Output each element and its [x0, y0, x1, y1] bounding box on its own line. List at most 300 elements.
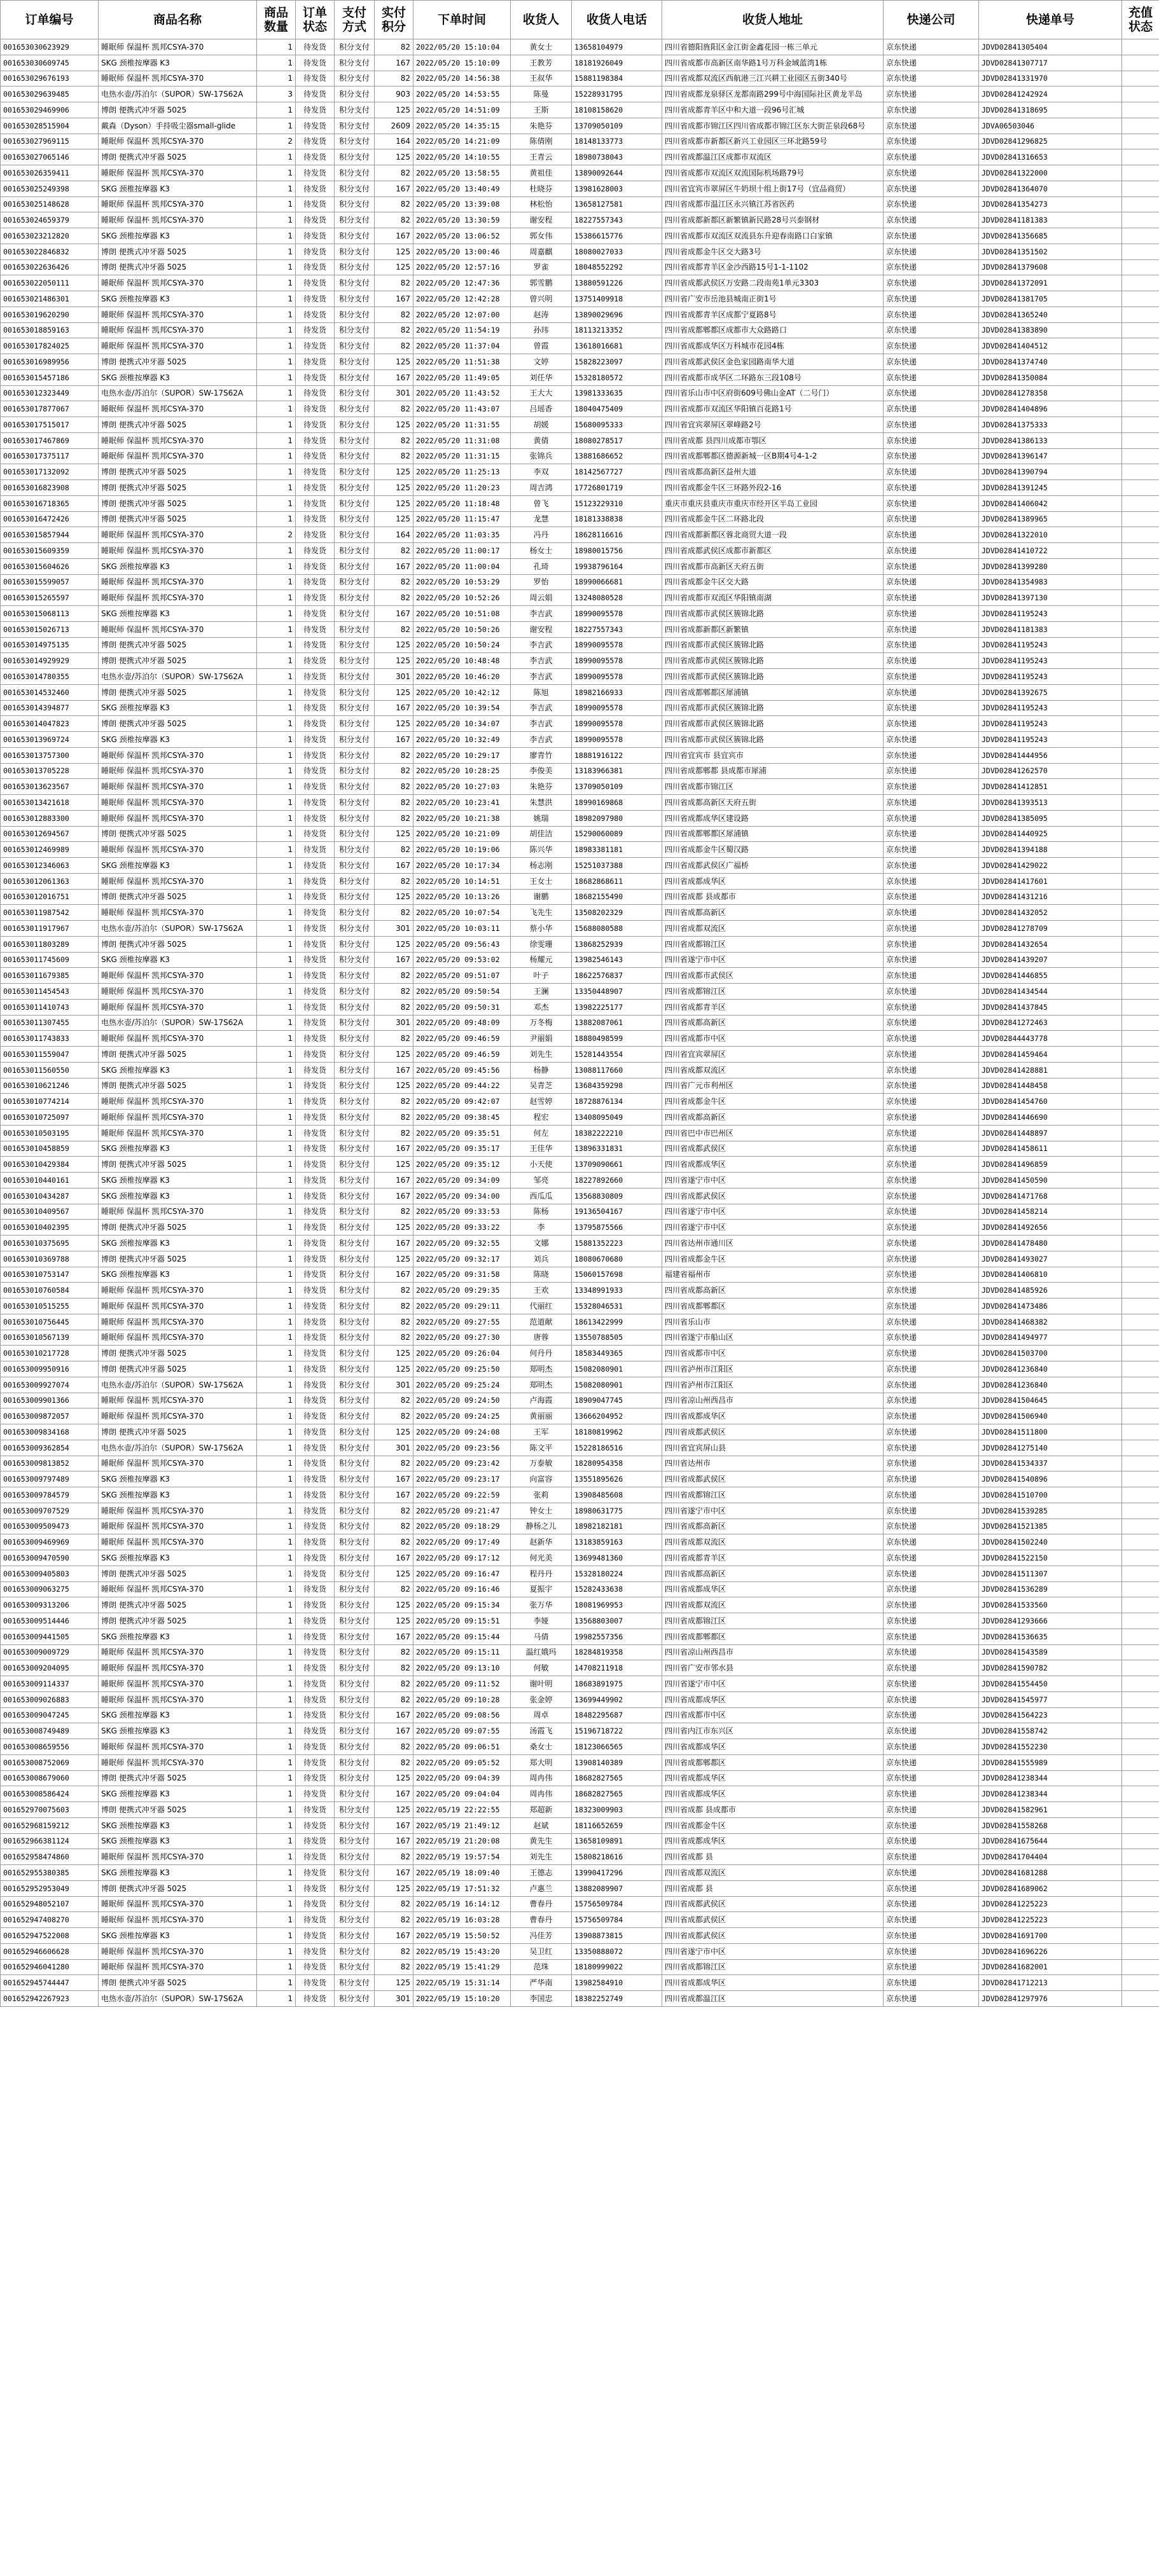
recipient-phone-cell[interactable]: 13684359298: [572, 1078, 662, 1094]
order-time-cell[interactable]: 2022/05/19 15:31:14: [413, 1975, 511, 1991]
column-header-recharge-status[interactable]: 充值状态: [1122, 1, 1159, 39]
quantity-cell[interactable]: 1: [257, 606, 296, 622]
payment-method-cell[interactable]: 积分支付: [335, 590, 375, 606]
quantity-cell[interactable]: 1: [257, 779, 296, 795]
order-status-cell[interactable]: 待发货: [296, 1802, 335, 1818]
recipient-cell[interactable]: 谢鹏: [511, 889, 572, 905]
tracking-number-cell[interactable]: JDVD02841272463: [979, 1015, 1122, 1031]
recipient-cell[interactable]: 刘先生: [511, 1047, 572, 1063]
tracking-number-cell[interactable]: JDVD02841468382: [979, 1314, 1122, 1330]
product-name-cell[interactable]: 戴森（Dyson）手持吸尘器small-glide: [99, 118, 257, 134]
recipient-phone-cell[interactable]: 18482295687: [572, 1707, 662, 1723]
order-status-cell[interactable]: 待发货: [296, 1975, 335, 1991]
order-id-cell[interactable]: 001652966381124: [1, 1833, 99, 1849]
tracking-number-cell[interactable]: JDVD02841473486: [979, 1298, 1122, 1314]
payment-method-cell[interactable]: 积分支付: [335, 1110, 375, 1126]
order-status-cell[interactable]: 待发货: [296, 763, 335, 779]
table-row[interactable]: [1, 1707, 1159, 1723]
quantity-cell[interactable]: 1: [257, 590, 296, 606]
tracking-number-cell[interactable]: JDVD02841511307: [979, 1566, 1122, 1581]
order-id-cell[interactable]: 001653009514446: [1, 1613, 99, 1629]
product-name-cell[interactable]: 睡眠师 保温杯 凯邦CSYA-370: [99, 873, 257, 889]
order-id-cell[interactable]: 001653010434287: [1, 1188, 99, 1204]
recharge-status-cell[interactable]: [1122, 574, 1159, 590]
payment-method-cell[interactable]: 积分支付: [335, 149, 375, 165]
tracking-number-cell[interactable]: JDVD02841448897: [979, 1125, 1122, 1141]
recharge-status-cell[interactable]: [1122, 149, 1159, 165]
recipient-cell[interactable]: 何左: [511, 1125, 572, 1141]
order-id-cell[interactable]: 001653009204095: [1, 1660, 99, 1676]
quantity-cell[interactable]: 1: [257, 511, 296, 527]
recipient-address-cell[interactable]: 四川省成都金牛区二环路北段: [662, 511, 884, 527]
recipient-cell[interactable]: 赵新华: [511, 1534, 572, 1550]
recipient-phone-cell[interactable]: 15123229310: [572, 495, 662, 511]
recipient-address-cell[interactable]: 四川省成都成华区: [662, 1409, 884, 1424]
courier-cell[interactable]: 京东快递: [884, 1880, 979, 1896]
order-time-cell[interactable]: 2022/05/20 09:06:51: [413, 1739, 511, 1755]
product-name-cell[interactable]: 电热水壶/苏泊尔（SUPOR）SW-17S62A: [99, 385, 257, 401]
order-id-cell[interactable]: 001653014780355: [1, 669, 99, 685]
payment-method-cell[interactable]: 积分支付: [335, 1314, 375, 1330]
courier-cell[interactable]: 京东快递: [884, 1581, 979, 1597]
order-status-cell[interactable]: 待发货: [296, 747, 335, 763]
payment-method-cell[interactable]: 积分支付: [335, 1094, 375, 1110]
product-name-cell[interactable]: SKG 颈椎按摩器 K3: [99, 1723, 257, 1739]
quantity-cell[interactable]: 1: [257, 39, 296, 55]
order-id-cell[interactable]: 001653010369788: [1, 1251, 99, 1267]
points-paid-cell[interactable]: 125: [375, 149, 413, 165]
points-paid-cell[interactable]: 82: [375, 621, 413, 637]
recipient-address-cell[interactable]: 四川省成都成华区: [662, 1975, 884, 1991]
order-id-cell[interactable]: 001653009009729: [1, 1644, 99, 1660]
recipient-cell[interactable]: 向富容: [511, 1471, 572, 1487]
product-name-cell[interactable]: 睡眠师 保温杯 凯邦CSYA-370: [99, 574, 257, 590]
quantity-cell[interactable]: 1: [257, 448, 296, 464]
tracking-number-cell[interactable]: JDVD02841305404: [979, 39, 1122, 55]
order-id-cell[interactable]: 001653015457186: [1, 369, 99, 385]
quantity-cell[interactable]: 1: [257, 732, 296, 748]
tracking-number-cell[interactable]: JDVD02841389965: [979, 511, 1122, 527]
courier-cell[interactable]: 京东快递: [884, 165, 979, 181]
order-status-cell[interactable]: 待发货: [296, 354, 335, 370]
order-id-cell[interactable]: 001653009901366: [1, 1393, 99, 1409]
order-status-cell[interactable]: 待发货: [296, 1534, 335, 1550]
quantity-cell[interactable]: 1: [257, 1157, 296, 1173]
order-status-cell[interactable]: 待发货: [296, 826, 335, 842]
recipient-cell[interactable]: 刘先生: [511, 1849, 572, 1865]
recharge-status-cell[interactable]: [1122, 1629, 1159, 1644]
points-paid-cell[interactable]: 82: [375, 212, 413, 228]
order-id-cell[interactable]: 001653016989956: [1, 354, 99, 370]
order-status-cell[interactable]: 待发货: [296, 732, 335, 748]
order-id-cell[interactable]: 001653012346063: [1, 858, 99, 874]
product-name-cell[interactable]: SKG 颈椎按摩器 K3: [99, 228, 257, 244]
order-status-cell[interactable]: 待发货: [296, 810, 335, 826]
order-time-cell[interactable]: 2022/05/20 09:23:56: [413, 1440, 511, 1456]
order-id-cell[interactable]: 001653011560550: [1, 1062, 99, 1078]
courier-cell[interactable]: 京东快递: [884, 763, 979, 779]
table-row[interactable]: [1, 1393, 1159, 1409]
recipient-address-cell[interactable]: 四川省成都武侯区: [662, 1912, 884, 1928]
product-name-cell[interactable]: 睡眠师 保温杯 凯邦CSYA-370: [99, 1691, 257, 1707]
table-row[interactable]: [1, 338, 1159, 354]
payment-method-cell[interactable]: 积分支付: [335, 543, 375, 559]
recipient-phone-cell[interactable]: 18080670680: [572, 1251, 662, 1267]
recipient-address-cell[interactable]: 四川省成都高新区: [662, 1519, 884, 1534]
order-status-cell[interactable]: 待发货: [296, 1141, 335, 1157]
order-time-cell[interactable]: 2022/05/20 09:24:08: [413, 1424, 511, 1440]
table-row[interactable]: [1, 448, 1159, 464]
order-time-cell[interactable]: 2022/05/20 10:19:06: [413, 842, 511, 858]
courier-cell[interactable]: 京东快递: [884, 1676, 979, 1692]
recipient-cell[interactable]: 罗雀: [511, 259, 572, 275]
tracking-number-cell[interactable]: JDVD02841682001: [979, 1959, 1122, 1975]
payment-method-cell[interactable]: 积分支付: [335, 369, 375, 385]
recipient-phone-cell[interactable]: 13350448907: [572, 984, 662, 1000]
quantity-cell[interactable]: 1: [257, 905, 296, 921]
quantity-cell[interactable]: 1: [257, 1346, 296, 1361]
courier-cell[interactable]: 京东快递: [884, 1283, 979, 1298]
courier-cell[interactable]: 京东快递: [884, 1204, 979, 1220]
order-id-cell[interactable]: 001653015068113: [1, 606, 99, 622]
points-paid-cell[interactable]: 301: [375, 385, 413, 401]
courier-cell[interactable]: 京东快递: [884, 1754, 979, 1770]
product-name-cell[interactable]: SKG 颈椎按摩器 K3: [99, 1141, 257, 1157]
order-id-cell[interactable]: 001653014975135: [1, 637, 99, 653]
recipient-phone-cell[interactable]: 18980631775: [572, 1503, 662, 1519]
quantity-cell[interactable]: 1: [257, 55, 296, 71]
quantity-cell[interactable]: 1: [257, 1471, 296, 1487]
payment-method-cell[interactable]: 积分支付: [335, 999, 375, 1015]
order-status-cell[interactable]: 待发货: [296, 1991, 335, 2007]
product-name-cell[interactable]: 睡眠师 保温杯 凯邦CSYA-370: [99, 1031, 257, 1047]
recipient-cell[interactable]: 冯丹: [511, 527, 572, 543]
payment-method-cell[interactable]: 积分支付: [335, 1754, 375, 1770]
table-row[interactable]: [1, 1754, 1159, 1770]
order-id-cell[interactable]: 001652955380385: [1, 1865, 99, 1881]
recharge-status-cell[interactable]: [1122, 984, 1159, 1000]
order-status-cell[interactable]: 待发货: [296, 716, 335, 732]
recharge-status-cell[interactable]: [1122, 527, 1159, 543]
payment-method-cell[interactable]: 积分支付: [335, 1125, 375, 1141]
recipient-cell[interactable]: 刘任华: [511, 369, 572, 385]
tracking-number-cell[interactable]: JDVD02841406042: [979, 495, 1122, 511]
recipient-phone-cell[interactable]: 18323009903: [572, 1802, 662, 1818]
recipient-phone-cell[interactable]: 13982546143: [572, 952, 662, 968]
order-time-cell[interactable]: 2022/05/20 10:07:54: [413, 905, 511, 921]
payment-method-cell[interactable]: 积分支付: [335, 322, 375, 338]
recipient-address-cell[interactable]: 四川省成都武侯区: [662, 1471, 884, 1487]
table-row[interactable]: [1, 275, 1159, 291]
order-id-cell[interactable]: 001652942267923: [1, 1991, 99, 2007]
product-name-cell[interactable]: 博朗 便携式冲牙器 5025: [99, 1078, 257, 1094]
recipient-cell[interactable]: 文婷: [511, 354, 572, 370]
quantity-cell[interactable]: 1: [257, 1173, 296, 1188]
payment-method-cell[interactable]: 积分支付: [335, 1550, 375, 1566]
recipient-address-cell[interactable]: 四川省广安市岳池县城南正街1号: [662, 291, 884, 307]
recipient-address-cell[interactable]: 四川省成都青羊区成都宁夏路8号: [662, 307, 884, 322]
column-header-points-paid[interactable]: 实付积分: [375, 1, 413, 39]
order-time-cell[interactable]: 2022/05/20 14:35:15: [413, 118, 511, 134]
recipient-address-cell[interactable]: 四川省成都双流区西航港三江兴耕工业园区五街340号: [662, 71, 884, 86]
courier-cell[interactable]: 京东快递: [884, 669, 979, 685]
order-time-cell[interactable]: 2022/05/20 12:07:00: [413, 307, 511, 322]
column-header-payment-method[interactable]: 支付方式: [335, 1, 375, 39]
recipient-phone-cell[interactable]: 18683891975: [572, 1676, 662, 1692]
product-name-cell[interactable]: 博朗 便携式冲牙器 5025: [99, 511, 257, 527]
quantity-cell[interactable]: 1: [257, 338, 296, 354]
order-time-cell[interactable]: 2022/05/20 11:37:04: [413, 338, 511, 354]
table-row[interactable]: [1, 228, 1159, 244]
recipient-phone-cell[interactable]: 15282433638: [572, 1581, 662, 1597]
payment-method-cell[interactable]: 积分支付: [335, 1770, 375, 1786]
column-header-recipient[interactable]: 收货人: [511, 1, 572, 39]
order-time-cell[interactable]: 2022/05/20 09:21:47: [413, 1503, 511, 1519]
order-id-cell[interactable]: 001653012469989: [1, 842, 99, 858]
tracking-number-cell[interactable]: JDVD02841383890: [979, 322, 1122, 338]
tracking-number-cell[interactable]: JDVD02841404896: [979, 401, 1122, 417]
recharge-status-cell[interactable]: [1122, 795, 1159, 811]
order-status-cell[interactable]: 待发货: [296, 196, 335, 212]
points-paid-cell[interactable]: 125: [375, 511, 413, 527]
order-id-cell[interactable]: 001653009872057: [1, 1409, 99, 1424]
recipient-cell[interactable]: 小天使: [511, 1157, 572, 1173]
recipient-phone-cell[interactable]: 13882089907: [572, 1880, 662, 1896]
recipient-cell[interactable]: 曾兴明: [511, 291, 572, 307]
courier-cell[interactable]: 京东快递: [884, 558, 979, 574]
recharge-status-cell[interactable]: [1122, 1912, 1159, 1928]
order-status-cell[interactable]: 待发货: [296, 1691, 335, 1707]
courier-cell[interactable]: 京东快递: [884, 1125, 979, 1141]
recharge-status-cell[interactable]: [1122, 1487, 1159, 1503]
tracking-number-cell[interactable]: JDVD02841385095: [979, 810, 1122, 826]
recipient-cell[interactable]: 龙慧: [511, 511, 572, 527]
recipient-address-cell[interactable]: 四川省成都锦江区: [662, 1613, 884, 1629]
product-name-cell[interactable]: 博朗 便携式冲牙器 5025: [99, 1361, 257, 1377]
order-time-cell[interactable]: 2022/05/20 11:00:04: [413, 558, 511, 574]
recipient-phone-cell[interactable]: 19982557356: [572, 1629, 662, 1644]
recipient-cell[interactable]: 王军: [511, 1424, 572, 1440]
order-status-cell[interactable]: 待发货: [296, 1880, 335, 1896]
product-name-cell[interactable]: 博朗 便携式冲牙器 5025: [99, 716, 257, 732]
order-id-cell[interactable]: 001653012061363: [1, 873, 99, 889]
table-row[interactable]: [1, 684, 1159, 700]
table-row[interactable]: [1, 889, 1159, 905]
points-paid-cell[interactable]: 167: [375, 1188, 413, 1204]
recipient-cell[interactable]: 王女士: [511, 873, 572, 889]
points-paid-cell[interactable]: 125: [375, 1880, 413, 1896]
order-time-cell[interactable]: 2022/05/20 09:32:55: [413, 1236, 511, 1251]
quantity-cell[interactable]: 1: [257, 1094, 296, 1110]
recipient-address-cell[interactable]: 四川省成都郫都区: [662, 1754, 884, 1770]
recharge-status-cell[interactable]: [1122, 669, 1159, 685]
recipient-cell[interactable]: 王佳华: [511, 1141, 572, 1157]
recipient-address-cell[interactable]: 四川省泸州市江阳区: [662, 1377, 884, 1393]
tracking-number-cell[interactable]: JDVD02841374740: [979, 354, 1122, 370]
product-name-cell[interactable]: 电热水壶/苏泊尔（SUPOR）SW-17S62A: [99, 1440, 257, 1456]
order-id-cell[interactable]: 001653018859163: [1, 322, 99, 338]
points-paid-cell[interactable]: 125: [375, 417, 413, 433]
table-row[interactable]: [1, 417, 1159, 433]
recipient-cell[interactable]: 陈曼: [511, 86, 572, 102]
product-name-cell[interactable]: SKG 颈椎按摩器 K3: [99, 1786, 257, 1802]
table-row[interactable]: [1, 1015, 1159, 1031]
quantity-cell[interactable]: 1: [257, 858, 296, 874]
order-id-cell[interactable]: 001652947408270: [1, 1912, 99, 1928]
recipient-cell[interactable]: 朱艳芬: [511, 118, 572, 134]
points-paid-cell[interactable]: 82: [375, 1691, 413, 1707]
order-status-cell[interactable]: 待发货: [296, 291, 335, 307]
quantity-cell[interactable]: 1: [257, 1660, 296, 1676]
order-status-cell[interactable]: 待发货: [296, 1644, 335, 1660]
quantity-cell[interactable]: 1: [257, 1141, 296, 1157]
recharge-status-cell[interactable]: [1122, 1031, 1159, 1047]
order-id-cell[interactable]: 001653010503195: [1, 1125, 99, 1141]
courier-cell[interactable]: 京东快递: [884, 873, 979, 889]
order-time-cell[interactable]: 2022/05/20 09:38:45: [413, 1110, 511, 1126]
tracking-number-cell[interactable]: JDVD02841322000: [979, 165, 1122, 181]
recipient-address-cell[interactable]: 四川省成都高新区: [662, 1283, 884, 1298]
order-id-cell[interactable]: 001653008659556: [1, 1739, 99, 1755]
points-paid-cell[interactable]: 125: [375, 1078, 413, 1094]
quantity-cell[interactable]: 1: [257, 464, 296, 480]
quantity-cell[interactable]: 1: [257, 1613, 296, 1629]
recipient-phone-cell[interactable]: 13183966381: [572, 763, 662, 779]
order-status-cell[interactable]: 待发货: [296, 653, 335, 669]
product-name-cell[interactable]: 博朗 便携式冲牙器 5025: [99, 417, 257, 433]
order-status-cell[interactable]: 待发货: [296, 71, 335, 86]
recharge-status-cell[interactable]: [1122, 1865, 1159, 1881]
recipient-address-cell[interactable]: 四川省宜宾市 县宜宾市: [662, 747, 884, 763]
recipient-address-cell[interactable]: 四川省成都市锦江区四川省成都市锦江区东大街芷泉段68号: [662, 118, 884, 134]
courier-cell[interactable]: 京东快递: [884, 369, 979, 385]
table-row[interactable]: [1, 1267, 1159, 1283]
recipient-address-cell[interactable]: 四川省成都青羊区: [662, 1550, 884, 1566]
table-row[interactable]: [1, 1959, 1159, 1975]
points-paid-cell[interactable]: 125: [375, 259, 413, 275]
quantity-cell[interactable]: 1: [257, 1125, 296, 1141]
table-row[interactable]: [1, 1865, 1159, 1881]
recipient-phone-cell[interactable]: 15688080588: [572, 921, 662, 937]
table-row[interactable]: [1, 921, 1159, 937]
courier-cell[interactable]: 京东快递: [884, 1786, 979, 1802]
product-name-cell[interactable]: SKG 颈椎按摩器 K3: [99, 55, 257, 71]
quantity-cell[interactable]: 1: [257, 417, 296, 433]
order-time-cell[interactable]: 2022/05/20 09:33:53: [413, 1204, 511, 1220]
points-paid-cell[interactable]: 167: [375, 1141, 413, 1157]
quantity-cell[interactable]: 1: [257, 1062, 296, 1078]
recipient-phone-cell[interactable]: 18990095578: [572, 700, 662, 716]
courier-cell[interactable]: 京东快递: [884, 574, 979, 590]
quantity-cell[interactable]: 1: [257, 1314, 296, 1330]
product-name-cell[interactable]: 睡眠师 保温杯 凯邦CSYA-370: [99, 1943, 257, 1959]
courier-cell[interactable]: 京东快递: [884, 448, 979, 464]
table-row[interactable]: [1, 1550, 1159, 1566]
tracking-number-cell[interactable]: JDVD02841397130: [979, 590, 1122, 606]
recipient-phone-cell[interactable]: 13350888072: [572, 1943, 662, 1959]
order-time-cell[interactable]: 2022/05/20 09:25:24: [413, 1377, 511, 1393]
tracking-number-cell[interactable]: JDVD02841543589: [979, 1644, 1122, 1660]
payment-method-cell[interactable]: 积分支付: [335, 511, 375, 527]
recharge-status-cell[interactable]: [1122, 1644, 1159, 1660]
table-row[interactable]: [1, 1691, 1159, 1707]
recipient-phone-cell[interactable]: 18728876134: [572, 1094, 662, 1110]
product-name-cell[interactable]: 睡眠师 保温杯 凯邦CSYA-370: [99, 621, 257, 637]
order-id-cell[interactable]: 001653010375695: [1, 1236, 99, 1251]
recharge-status-cell[interactable]: [1122, 606, 1159, 622]
tracking-number-cell[interactable]: JDVD02841503700: [979, 1346, 1122, 1361]
product-name-cell[interactable]: SKG 颈椎按摩器 K3: [99, 1550, 257, 1566]
order-time-cell[interactable]: 2022/05/20 10:13:26: [413, 889, 511, 905]
tracking-number-cell[interactable]: JDVD02841195243: [979, 606, 1122, 622]
product-name-cell[interactable]: 博朗 便携式冲牙器 5025: [99, 480, 257, 496]
order-status-cell[interactable]: 待发货: [296, 1062, 335, 1078]
table-row[interactable]: [1, 1141, 1159, 1157]
quantity-cell[interactable]: 1: [257, 1251, 296, 1267]
recipient-phone-cell[interactable]: 13568803007: [572, 1613, 662, 1629]
recharge-status-cell[interactable]: [1122, 1471, 1159, 1487]
product-name-cell[interactable]: SKG 颈椎按摩器 K3: [99, 1471, 257, 1487]
recharge-status-cell[interactable]: [1122, 590, 1159, 606]
payment-method-cell[interactable]: 积分支付: [335, 747, 375, 763]
payment-method-cell[interactable]: 积分支付: [335, 1220, 375, 1236]
points-paid-cell[interactable]: 301: [375, 1440, 413, 1456]
product-name-cell[interactable]: 睡眠师 保温杯 凯邦CSYA-370: [99, 1298, 257, 1314]
recipient-cell[interactable]: 黄丽丽: [511, 1409, 572, 1424]
courier-cell[interactable]: 京东快递: [884, 1251, 979, 1267]
points-paid-cell[interactable]: 125: [375, 495, 413, 511]
points-paid-cell[interactable]: 82: [375, 1519, 413, 1534]
order-status-cell[interactable]: 待发货: [296, 1660, 335, 1676]
product-name-cell[interactable]: 博朗 便携式冲牙器 5025: [99, 1251, 257, 1267]
points-paid-cell[interactable]: 82: [375, 1739, 413, 1755]
table-row[interactable]: [1, 543, 1159, 559]
quantity-cell[interactable]: 1: [257, 669, 296, 685]
order-id-cell[interactable]: 001653025148628: [1, 196, 99, 212]
recharge-status-cell[interactable]: [1122, 259, 1159, 275]
recharge-status-cell[interactable]: [1122, 1251, 1159, 1267]
quantity-cell[interactable]: 1: [257, 1770, 296, 1786]
payment-method-cell[interactable]: 积分支付: [335, 1865, 375, 1881]
payment-method-cell[interactable]: 积分支付: [335, 1283, 375, 1298]
order-status-cell[interactable]: 待发货: [296, 259, 335, 275]
product-name-cell[interactable]: 睡眠师 保温杯 凯邦CSYA-370: [99, 1849, 257, 1865]
payment-method-cell[interactable]: 积分支付: [335, 1660, 375, 1676]
order-id-cell[interactable]: 001653009950916: [1, 1361, 99, 1377]
recipient-phone-cell[interactable]: 13658104979: [572, 39, 662, 55]
points-paid-cell[interactable]: 82: [375, 1409, 413, 1424]
tracking-number-cell[interactable]: JDVD02841689062: [979, 1880, 1122, 1896]
product-name-cell[interactable]: 博朗 便携式冲牙器 5025: [99, 1802, 257, 1818]
product-name-cell[interactable]: 睡眠师 保温杯 凯邦CSYA-370: [99, 212, 257, 228]
tracking-number-cell[interactable]: JDVD02841225223: [979, 1896, 1122, 1912]
recipient-phone-cell[interactable]: 13751409918: [572, 291, 662, 307]
recipient-address-cell[interactable]: 四川省遂宁市中区: [662, 1173, 884, 1188]
tracking-number-cell[interactable]: JDVD02841558742: [979, 1723, 1122, 1739]
order-id-cell[interactable]: 001652970075603: [1, 1802, 99, 1818]
order-id-cell[interactable]: 001653009063275: [1, 1581, 99, 1597]
order-id-cell[interactable]: 001653017515017: [1, 417, 99, 433]
recharge-status-cell[interactable]: [1122, 212, 1159, 228]
courier-cell[interactable]: 京东快递: [884, 858, 979, 874]
recipient-phone-cell[interactable]: 18382222210: [572, 1125, 662, 1141]
payment-method-cell[interactable]: 积分支付: [335, 1723, 375, 1739]
recipient-cell[interactable]: 蔡小华: [511, 921, 572, 937]
recipient-phone-cell[interactable]: 18181338838: [572, 511, 662, 527]
points-paid-cell[interactable]: 82: [375, 873, 413, 889]
recipient-address-cell[interactable]: 四川省成都锦江区: [662, 1959, 884, 1975]
points-paid-cell[interactable]: 82: [375, 574, 413, 590]
